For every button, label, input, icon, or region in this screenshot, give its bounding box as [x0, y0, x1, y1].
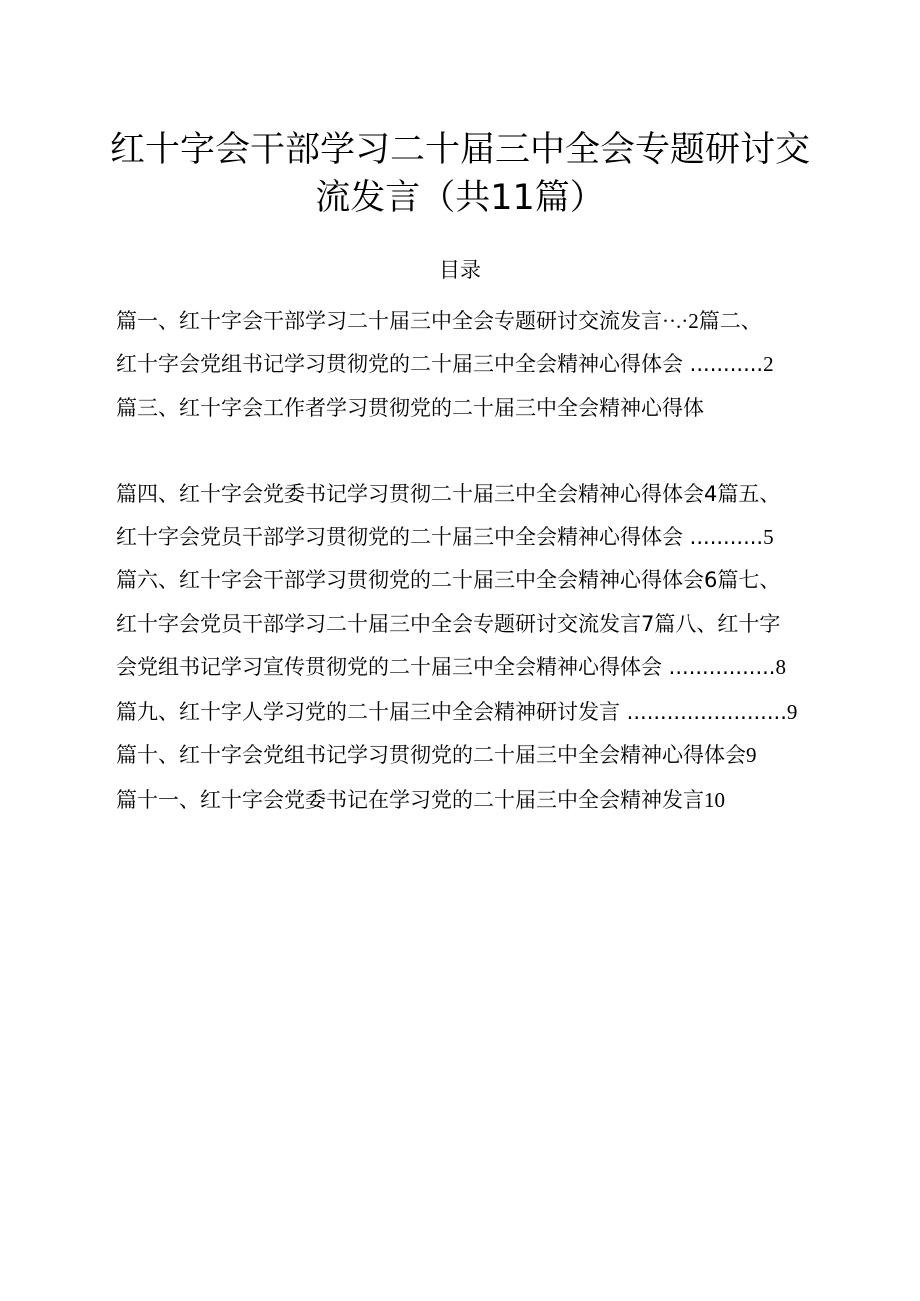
- toc-entry-page: ··.·2篇二、: [662, 309, 762, 333]
- toc-entry-page: 2: [763, 352, 774, 376]
- toc-entry-text: 篇三、红十字会工作者学习贯彻党的二十届三中全会精神心得体: [116, 396, 704, 420]
- toc-entry-2[interactable]: [116, 349, 851, 379]
- toc-entry-11[interactable]: [116, 785, 851, 815]
- document-title-line-1: 红十字会干部学习二十届三中全会专题研讨交: [110, 130, 811, 170]
- toc-entry-page: 9: [746, 743, 757, 767]
- toc-entry-text: 篇四、红十字会党委书记学习贯彻二十届三中全会精神心得体会4篇五、: [116, 482, 781, 506]
- toc-entry-text: 篇一、红十字会干部学习二十届三中全会专题研讨交流发言: [116, 309, 662, 333]
- toc-entry-page: 5: [763, 525, 774, 549]
- toc-heading: 目录: [439, 258, 481, 282]
- toc-entry-3[interactable]: [116, 393, 851, 423]
- toc-entry-8[interactable]: [116, 652, 851, 682]
- toc-entry-page: 10: [704, 788, 725, 812]
- toc-entry-text: 篇十、红十字会党组书记学习贯彻党的二十届三中全会精神心得体会: [116, 743, 746, 767]
- toc-entry-page: 9: [786, 700, 798, 724]
- toc-entry-text: 篇九、红十字人学习党的二十届三中全会精神研讨发言 ........................: [116, 700, 787, 724]
- toc-entry-4[interactable]: [116, 479, 851, 509]
- toc-entry-7[interactable]: [116, 609, 851, 639]
- document-title-line-2: 流发言（共11篇）: [315, 178, 605, 218]
- toc-entry-1[interactable]: [116, 306, 851, 336]
- toc-entry-text: 篇十一、红十字会党委书记在学习党的二十届三中全会精神发言: [116, 788, 704, 812]
- toc-entry-10[interactable]: [116, 740, 851, 770]
- toc-entry-text: 篇六、红十字会干部学习贯彻党的二十届三中全会精神心得体会6篇七、: [116, 568, 781, 592]
- toc-entry-text: 会党组书记学习宣传贯彻党的二十届三中全会精神心得体会 ................: [116, 655, 776, 679]
- toc-entry-9[interactable]: [116, 697, 851, 727]
- toc-entry-page: 8: [775, 655, 786, 679]
- toc-entry-text: 红十字会党员干部学习贯彻党的二十届三中全会精神心得体会 ...........: [116, 525, 764, 549]
- toc-entry-text: 红十字会党员干部学习二十届三中全会专题研讨交流发言7篇八、红十字: [116, 612, 781, 636]
- toc-entry-5[interactable]: [116, 522, 851, 552]
- toc-entry-text: 红十字会党组书记学习贯彻党的二十届三中全会精神心得体会 ...........: [116, 352, 764, 376]
- toc-entry-6[interactable]: [116, 565, 851, 595]
